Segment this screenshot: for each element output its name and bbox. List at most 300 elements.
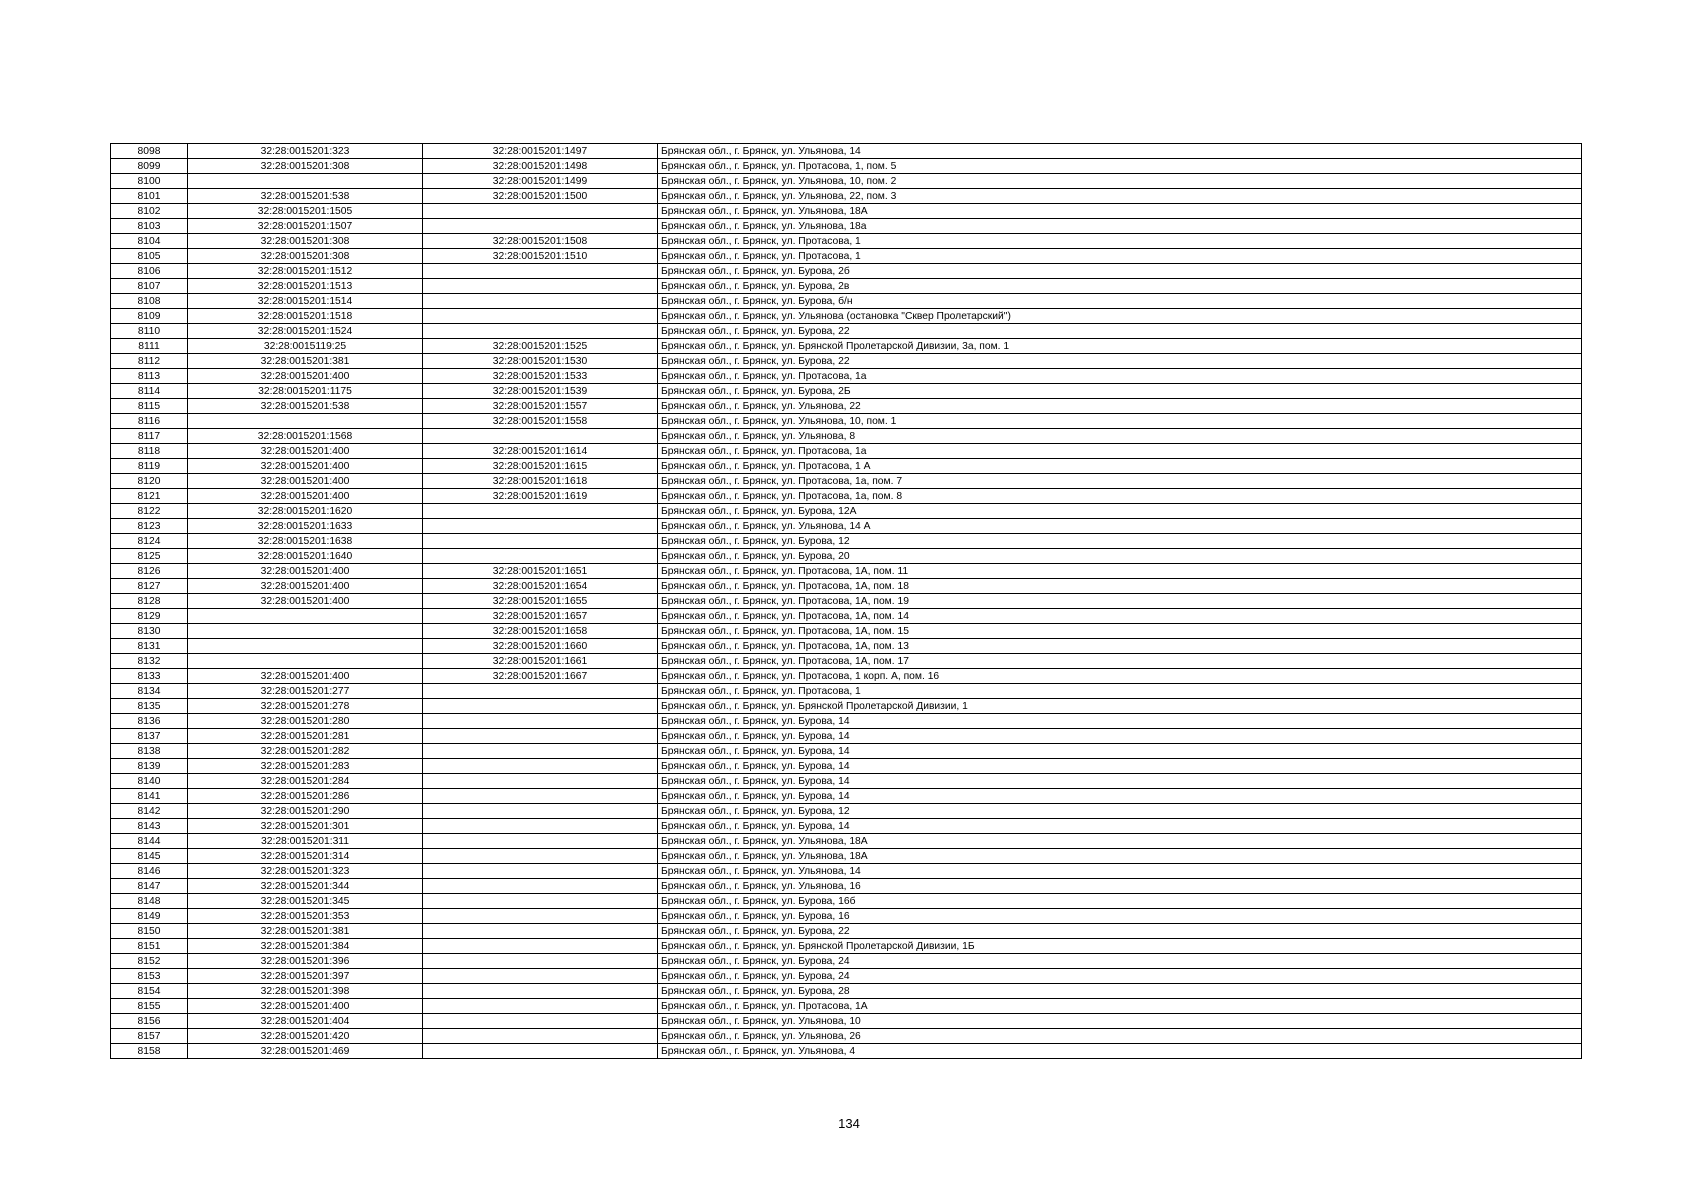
object-cadastral-number-cell [423,849,658,864]
table-row [111,204,1582,219]
table-row [111,1014,1582,1029]
object-cadastral-number-cell [423,834,658,849]
row-number-cell: 8131 [111,639,188,654]
address-cell: Брянская обл., г. Брянск, ул. Протасова, 1а, пом. 8 [658,489,1582,504]
row-number-cell: 8125 [111,549,188,564]
page-number: 134 [838,1116,860,1131]
table-row [111,699,1582,714]
address-cell: Брянская обл., г. Брянск, ул. Ульянова, 16 [658,879,1582,894]
object-cadastral-number-cell: 32:28:0015201:1530 [423,354,658,369]
land-cadastral-number-cell: 32:28:0015201:400 [188,474,423,489]
land-cadastral-number-cell: 32:28:0015201:420 [188,1029,423,1044]
object-cadastral-number-cell [423,789,658,804]
table-row [111,354,1582,369]
land-cadastral-number-cell: 32:28:0015201:400 [188,369,423,384]
land-cadastral-number-cell: 32:28:0015201:283 [188,759,423,774]
table-row [111,834,1582,849]
land-cadastral-number-cell: 32:28:0015201:400 [188,579,423,594]
object-cadastral-number-cell: 32:28:0015201:1667 [423,669,658,684]
address-cell: Брянская обл., г. Брянск, ул. Ульянова, 18а [658,219,1582,234]
address-cell: Брянская обл., г. Брянск, ул. Ульянова, 8 [658,429,1582,444]
address-cell: Брянская обл., г. Брянск, ул. Бурова, 12А [658,504,1582,519]
object-cadastral-number-cell [423,504,658,519]
row-number-cell: 8150 [111,924,188,939]
address-cell: Брянская обл., г. Брянск, ул. Ульянова (остановка "Сквер Пролетарский") [658,309,1582,324]
object-cadastral-number-cell [423,519,658,534]
object-cadastral-number-cell [423,1014,658,1029]
row-number-cell: 8156 [111,1014,188,1029]
address-cell: Брянская обл., г. Брянск, ул. Бурова, 22 [658,924,1582,939]
address-cell: Брянская обл., г. Брянск, ул. Протасова, 1а [658,444,1582,459]
address-cell: Брянская обл., г. Брянск, ул. Бурова, 28 [658,984,1582,999]
object-cadastral-number-cell: 32:28:0015201:1558 [423,414,658,429]
table-row [111,804,1582,819]
table-row [111,879,1582,894]
row-number-cell: 8146 [111,864,188,879]
land-cadastral-number-cell: 32:28:0015201:538 [188,399,423,414]
address-cell: Брянская обл., г. Брянск, ул. Бурова, 14 [658,774,1582,789]
table-row [111,864,1582,879]
object-cadastral-number-cell: 32:28:0015201:1658 [423,624,658,639]
object-cadastral-number-cell: 32:28:0015201:1618 [423,474,658,489]
object-cadastral-number-cell [423,759,658,774]
row-number-cell: 8105 [111,249,188,264]
row-number-cell: 8144 [111,834,188,849]
address-cell: Брянская обл., г. Брянск, ул. Ульянова, 10, пом. 2 [658,174,1582,189]
row-number-cell: 8158 [111,1044,188,1059]
row-number-cell: 8120 [111,474,188,489]
table-row [111,384,1582,399]
land-cadastral-number-cell: 32:28:0015201:311 [188,834,423,849]
address-cell: Брянская обл., г. Брянск, ул. Протасова, 1 [658,684,1582,699]
row-number-cell: 8126 [111,564,188,579]
object-cadastral-number-cell [423,894,658,909]
table-row [111,369,1582,384]
object-cadastral-number-cell [423,984,658,999]
address-cell: Брянская обл., г. Брянск, ул. Бурова, 14 [658,759,1582,774]
table-row [111,459,1582,474]
object-cadastral-number-cell [423,549,658,564]
land-cadastral-number-cell: 32:28:0015201:400 [188,564,423,579]
land-cadastral-number-cell: 32:28:0015201:1640 [188,549,423,564]
object-cadastral-number-cell [423,774,658,789]
object-cadastral-number-cell: 32:28:0015201:1525 [423,339,658,354]
address-cell: Брянская обл., г. Брянск, ул. Бурова, 2в [658,279,1582,294]
address-cell: Брянская обл., г. Брянск, ул. Бурова, 12 [658,804,1582,819]
row-number-cell: 8127 [111,579,188,594]
table-row [111,324,1582,339]
address-cell: Брянская обл., г. Брянск, ул. Ульянова, 18А [658,204,1582,219]
row-number-cell: 8099 [111,159,188,174]
land-cadastral-number-cell: 32:28:0015201:397 [188,969,423,984]
row-number-cell: 8100 [111,174,188,189]
land-cadastral-number-cell: 32:28:0015201:345 [188,894,423,909]
land-cadastral-number-cell: 32:28:0015201:308 [188,234,423,249]
object-cadastral-number-cell [423,324,658,339]
address-cell: Брянская обл., г. Брянск, ул. Бурова, 2Б [658,384,1582,399]
table-row [111,534,1582,549]
row-number-cell: 8102 [111,204,188,219]
object-cadastral-number-cell [423,204,658,219]
land-cadastral-number-cell: 32:28:0015119:25 [188,339,423,354]
row-number-cell: 8107 [111,279,188,294]
table-row [111,609,1582,624]
row-number-cell: 8117 [111,429,188,444]
address-cell: Брянская обл., г. Брянск, ул. Бурова, 14 [658,789,1582,804]
land-cadastral-number-cell: 32:28:0015201:344 [188,879,423,894]
address-cell: Брянская обл., г. Брянск, ул. Протасова, 1А, пом. 17 [658,654,1582,669]
land-cadastral-number-cell: 32:28:0015201:1513 [188,279,423,294]
table-row [111,639,1582,654]
address-cell: Брянская обл., г. Брянск, ул. Бурова, 20 [658,549,1582,564]
land-cadastral-number-cell: 32:28:0015201:1620 [188,504,423,519]
row-number-cell: 8121 [111,489,188,504]
row-number-cell: 8139 [111,759,188,774]
object-cadastral-number-cell: 32:28:0015201:1498 [423,159,658,174]
land-cadastral-number-cell: 32:28:0015201:1518 [188,309,423,324]
object-cadastral-number-cell [423,714,658,729]
object-cadastral-number-cell [423,279,658,294]
address-cell: Брянская обл., г. Брянск, ул. Бурова, б/н [658,294,1582,309]
row-number-cell: 8118 [111,444,188,459]
row-number-cell: 8154 [111,984,188,999]
row-number-cell: 8123 [111,519,188,534]
land-cadastral-number-cell: 32:28:0015201:381 [188,354,423,369]
address-cell: Брянская обл., г. Брянск, ул. Ульянова, 14 А [658,519,1582,534]
table-row [111,954,1582,969]
table-row [111,549,1582,564]
address-cell: Брянская обл., г. Брянск, ул. Бурова, 24 [658,969,1582,984]
land-cadastral-number-cell [188,624,423,639]
land-cadastral-number-cell: 32:28:0015201:301 [188,819,423,834]
row-number-cell: 8130 [111,624,188,639]
object-cadastral-number-cell [423,294,658,309]
row-number-cell: 8138 [111,744,188,759]
address-cell: Брянская обл., г. Брянск, ул. Брянской Пролетарской Дивизии, 3а, пом. 1 [658,339,1582,354]
table-row [111,564,1582,579]
table-row [111,444,1582,459]
row-number-cell: 8147 [111,879,188,894]
row-number-cell: 8108 [111,294,188,309]
address-cell: Брянская обл., г. Брянск, ул. Протасова, 1А, пом. 14 [658,609,1582,624]
land-cadastral-number-cell: 32:28:0015201:1514 [188,294,423,309]
land-cadastral-number-cell [188,174,423,189]
land-cadastral-number-cell: 32:28:0015201:314 [188,849,423,864]
land-cadastral-number-cell: 32:28:0015201:1505 [188,204,423,219]
address-cell: Брянская обл., г. Брянск, ул. Ульянова, 26 [658,1029,1582,1044]
address-cell: Брянская обл., г. Брянск, ул. Ульянова, 14 [658,144,1582,159]
address-cell: Брянская обл., г. Брянск, ул. Протасова, 1А, пом. 13 [658,639,1582,654]
object-cadastral-number-cell [423,744,658,759]
land-cadastral-number-cell: 32:28:0015201:538 [188,189,423,204]
table-row [111,249,1582,264]
land-cadastral-number-cell: 32:28:0015201:1507 [188,219,423,234]
land-cadastral-number-cell: 32:28:0015201:400 [188,489,423,504]
object-cadastral-number-cell: 32:28:0015201:1615 [423,459,658,474]
row-number-cell: 8134 [111,684,188,699]
row-number-cell: 8116 [111,414,188,429]
object-cadastral-number-cell: 32:28:0015201:1651 [423,564,658,579]
address-cell: Брянская обл., г. Брянск, ул. Ульянова, 4 [658,1044,1582,1059]
address-cell: Брянская обл., г. Брянск, ул. Протасова, 1А, пом. 15 [658,624,1582,639]
table-row [111,819,1582,834]
land-cadastral-number-cell: 32:28:0015201:278 [188,699,423,714]
address-cell: Брянская обл., г. Брянск, ул. Бурова, 22 [658,354,1582,369]
object-cadastral-number-cell [423,1044,658,1059]
object-cadastral-number-cell [423,924,658,939]
object-cadastral-number-cell: 32:28:0015201:1654 [423,579,658,594]
row-number-cell: 8110 [111,324,188,339]
table-row [111,849,1582,864]
address-cell: Брянская обл., г. Брянск, ул. Ульянова, 14 [658,864,1582,879]
table-row [111,504,1582,519]
object-cadastral-number-cell [423,969,658,984]
table-row [111,594,1582,609]
object-cadastral-number-cell [423,264,658,279]
row-number-cell: 8128 [111,594,188,609]
address-cell: Брянская обл., г. Брянск, ул. Ульянова, 22 [658,399,1582,414]
object-cadastral-number-cell: 32:28:0015201:1661 [423,654,658,669]
table-row [111,219,1582,234]
row-number-cell: 8149 [111,909,188,924]
table-row [111,939,1582,954]
land-cadastral-number-cell: 32:28:0015201:1524 [188,324,423,339]
object-cadastral-number-cell: 32:28:0015201:1614 [423,444,658,459]
land-cadastral-number-cell: 32:28:0015201:1568 [188,429,423,444]
object-cadastral-number-cell [423,534,658,549]
address-cell: Брянская обл., г. Брянск, ул. Протасова, 1 [658,249,1582,264]
table-row [111,339,1582,354]
land-cadastral-number-cell: 32:28:0015201:400 [188,459,423,474]
table-row [111,309,1582,324]
table-row [111,189,1582,204]
object-cadastral-number-cell [423,729,658,744]
land-cadastral-number-cell: 32:28:0015201:308 [188,159,423,174]
row-number-cell: 8133 [111,669,188,684]
table-row [111,414,1582,429]
object-cadastral-number-cell [423,309,658,324]
land-cadastral-number-cell: 32:28:0015201:277 [188,684,423,699]
row-number-cell: 8148 [111,894,188,909]
table-row [111,969,1582,984]
land-cadastral-number-cell: 32:28:0015201:323 [188,144,423,159]
address-cell: Брянская обл., г. Брянск, ул. Бурова, 22 [658,324,1582,339]
address-cell: Брянская обл., г. Брянск, ул. Ульянова, 22, пом. 3 [658,189,1582,204]
land-cadastral-number-cell: 32:28:0015201:290 [188,804,423,819]
table-row [111,399,1582,414]
object-cadastral-number-cell [423,429,658,444]
land-cadastral-number-cell: 32:28:0015201:284 [188,774,423,789]
table-row [111,294,1582,309]
address-cell: Брянская обл., г. Брянск, ул. Бурова, 2б [658,264,1582,279]
table-row [111,144,1582,159]
object-cadastral-number-cell [423,804,658,819]
address-cell: Брянская обл., г. Брянск, ул. Ульянова, 10 [658,1014,1582,1029]
object-cadastral-number-cell: 32:28:0015201:1500 [423,189,658,204]
row-number-cell: 8112 [111,354,188,369]
row-number-cell: 8137 [111,729,188,744]
table-row [111,519,1582,534]
address-cell: Брянская обл., г. Брянск, ул. Бурова, 14 [658,729,1582,744]
address-cell: Брянская обл., г. Брянск, ул. Бурова, 16б [658,894,1582,909]
row-number-cell: 8152 [111,954,188,969]
table-row [111,624,1582,639]
land-cadastral-number-cell: 32:28:0015201:1633 [188,519,423,534]
row-number-cell: 8129 [111,609,188,624]
land-cadastral-number-cell [188,414,423,429]
row-number-cell: 8115 [111,399,188,414]
object-cadastral-number-cell: 32:28:0015201:1510 [423,249,658,264]
table-row [111,174,1582,189]
land-cadastral-number-cell: 32:28:0015201:1638 [188,534,423,549]
land-cadastral-number-cell: 32:28:0015201:308 [188,249,423,264]
object-cadastral-number-cell [423,864,658,879]
object-cadastral-number-cell [423,999,658,1014]
object-cadastral-number-cell: 32:28:0015201:1660 [423,639,658,654]
row-number-cell: 8113 [111,369,188,384]
table-row [111,264,1582,279]
object-cadastral-number-cell: 32:28:0015201:1655 [423,594,658,609]
row-number-cell: 8109 [111,309,188,324]
object-cadastral-number-cell: 32:28:0015201:1533 [423,369,658,384]
address-cell: Брянская обл., г. Брянск, ул. Протасова, 1 корп. А, пом. 16 [658,669,1582,684]
object-cadastral-number-cell [423,909,658,924]
address-cell: Брянская обл., г. Брянск, ул. Протасова, 1А [658,999,1582,1014]
row-number-cell: 8145 [111,849,188,864]
row-number-cell: 8114 [111,384,188,399]
address-cell: Брянская обл., г. Брянск, ул. Ульянова, 18А [658,849,1582,864]
row-number-cell: 8103 [111,219,188,234]
row-number-cell: 8106 [111,264,188,279]
address-cell: Брянская обл., г. Брянск, ул. Протасова, 1а [658,369,1582,384]
land-cadastral-number-cell: 32:28:0015201:1175 [188,384,423,399]
table-row [111,579,1582,594]
table-row [111,1044,1582,1059]
land-cadastral-number-cell: 32:28:0015201:384 [188,939,423,954]
row-number-cell: 8136 [111,714,188,729]
row-number-cell: 8157 [111,1029,188,1044]
address-cell: Брянская обл., г. Брянск, ул. Ульянова, 10, пом. 1 [658,414,1582,429]
land-cadastral-number-cell: 32:28:0015201:282 [188,744,423,759]
row-number-cell: 8122 [111,504,188,519]
row-number-cell: 8153 [111,969,188,984]
object-cadastral-number-cell [423,954,658,969]
cadastral-register-table [110,143,1582,1059]
land-cadastral-number-cell: 32:28:0015201:404 [188,1014,423,1029]
address-cell: Брянская обл., г. Брянск, ул. Протасова, 1 [658,234,1582,249]
object-cadastral-number-cell [423,939,658,954]
row-number-cell: 8142 [111,804,188,819]
row-number-cell: 8143 [111,819,188,834]
table-row [111,669,1582,684]
address-cell: Брянская обл., г. Брянск, ул. Протасова, 1, пом. 5 [658,159,1582,174]
table-row [111,999,1582,1014]
object-cadastral-number-cell: 32:28:0015201:1499 [423,174,658,189]
land-cadastral-number-cell [188,609,423,624]
land-cadastral-number-cell: 32:28:0015201:280 [188,714,423,729]
address-cell: Брянская обл., г. Брянск, ул. Брянской Пролетарской Дивизии, 1 [658,699,1582,714]
address-cell: Брянская обл., г. Брянск, ул. Протасова, 1а, пом. 7 [658,474,1582,489]
address-cell: Брянская обл., г. Брянск, ул. Бурова, 14 [658,819,1582,834]
row-number-cell: 8104 [111,234,188,249]
table-row [111,759,1582,774]
address-cell: Брянская обл., г. Брянск, ул. Бурова, 14 [658,744,1582,759]
table-row [111,489,1582,504]
land-cadastral-number-cell: 32:28:0015201:400 [188,444,423,459]
land-cadastral-number-cell: 32:28:0015201:469 [188,1044,423,1059]
land-cadastral-number-cell: 32:28:0015201:323 [188,864,423,879]
row-number-cell: 8124 [111,534,188,549]
land-cadastral-number-cell [188,639,423,654]
land-cadastral-number-cell: 32:28:0015201:400 [188,594,423,609]
row-number-cell: 8135 [111,699,188,714]
row-number-cell: 8151 [111,939,188,954]
object-cadastral-number-cell [423,879,658,894]
register-table-body [111,144,1582,1059]
table-row [111,744,1582,759]
table-row [111,159,1582,174]
row-number-cell: 8141 [111,789,188,804]
table-row [111,234,1582,249]
row-number-cell: 8111 [111,339,188,354]
object-cadastral-number-cell: 32:28:0015201:1557 [423,399,658,414]
address-cell: Брянская обл., г. Брянск, ул. Бурова, 12 [658,534,1582,549]
land-cadastral-number-cell: 32:28:0015201:281 [188,729,423,744]
address-cell: Брянская обл., г. Брянск, ул. Брянской Пролетарской Дивизии, 1Б [658,939,1582,954]
object-cadastral-number-cell: 32:28:0015201:1508 [423,234,658,249]
land-cadastral-number-cell: 32:28:0015201:398 [188,984,423,999]
table-row [111,924,1582,939]
table-row [111,894,1582,909]
address-cell: Брянская обл., г. Брянск, ул. Ульянова, 18А [658,834,1582,849]
table-row [111,279,1582,294]
row-number-cell: 8155 [111,999,188,1014]
table-row [111,984,1582,999]
table-row [111,774,1582,789]
land-cadastral-number-cell: 32:28:0015201:400 [188,669,423,684]
land-cadastral-number-cell: 32:28:0015201:381 [188,924,423,939]
row-number-cell: 8098 [111,144,188,159]
row-number-cell: 8140 [111,774,188,789]
row-number-cell: 8132 [111,654,188,669]
address-cell: Брянская обл., г. Брянск, ул. Протасова, 1А, пом. 19 [658,594,1582,609]
object-cadastral-number-cell: 32:28:0015201:1539 [423,384,658,399]
land-cadastral-number-cell: 32:28:0015201:396 [188,954,423,969]
table-row [111,714,1582,729]
land-cadastral-number-cell: 32:28:0015201:353 [188,909,423,924]
object-cadastral-number-cell: 32:28:0015201:1657 [423,609,658,624]
object-cadastral-number-cell [423,684,658,699]
table-row [111,789,1582,804]
object-cadastral-number-cell [423,819,658,834]
object-cadastral-number-cell [423,1029,658,1044]
row-number-cell: 8119 [111,459,188,474]
table-row [111,729,1582,744]
address-cell: Брянская обл., г. Брянск, ул. Протасова, 1 А [658,459,1582,474]
row-number-cell: 8101 [111,189,188,204]
address-cell: Брянская обл., г. Брянск, ул. Бурова, 14 [658,714,1582,729]
address-cell: Брянская обл., г. Брянск, ул. Протасова, 1А, пом. 18 [658,579,1582,594]
table-row [111,654,1582,669]
object-cadastral-number-cell [423,699,658,714]
address-cell: Брянская обл., г. Брянск, ул. Бурова, 24 [658,954,1582,969]
land-cadastral-number-cell: 32:28:0015201:1512 [188,264,423,279]
table-row [111,1029,1582,1044]
object-cadastral-number-cell [423,219,658,234]
land-cadastral-number-cell [188,654,423,669]
address-cell: Брянская обл., г. Брянск, ул. Бурова, 16 [658,909,1582,924]
object-cadastral-number-cell: 32:28:0015201:1497 [423,144,658,159]
